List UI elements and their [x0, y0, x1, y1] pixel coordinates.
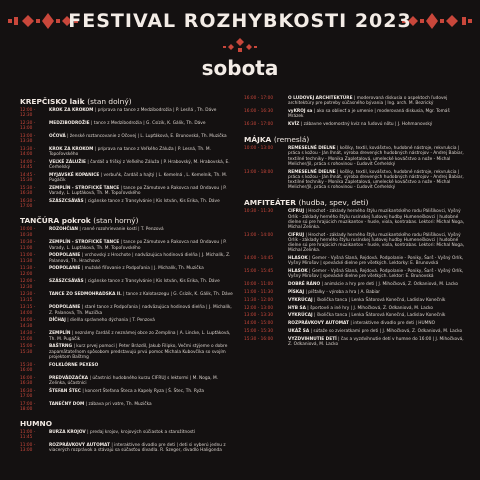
event-details: [288, 321, 466, 326]
schedule-row: [244, 290, 466, 295]
schedule-row: [244, 321, 466, 326]
event-description: | dielňa správneho dýchania | T. Penzová: [67, 318, 155, 324]
event-details: [49, 363, 233, 373]
event-name: PODPOLANIE: [49, 305, 81, 311]
event-time: 15:30 - 16:00: [244, 336, 274, 342]
event-description: | účastníci hudobného kurzu CIFRUJ s lektormi | M. Noga, M. Zelinka, účastníci: [49, 375, 219, 386]
event-details: [49, 305, 233, 315]
event-description: | športové a iné hry | J. Mihočková, Z. Odkaniová, M. Lacko: [307, 305, 434, 311]
event-time: 13:15 - 14:00: [20, 305, 36, 316]
event-description: | Hrochoť - základy herného štýlu muzikantského rodu Pálišíkovci, Vyšný Orlík - základy herného štýlu rusínskej ľudovej hudby Humeneškovci | hudobné dielne sú pre hrajúcich muzikantov - husle, viola, kontrabas. Lektori: Michal Noga, Michal Zelinka.: [288, 232, 465, 254]
event-description: | cigánske tance z Transylvánie | Kis István, Kis Erika, Th. Dáve: [84, 279, 220, 285]
event-name: ROZOHČIAN: [49, 227, 78, 233]
event-time: 16:30 - 17:00: [20, 388, 36, 399]
schedule-row: [244, 306, 466, 311]
schedule-row: [20, 199, 233, 209]
event-details: [49, 279, 233, 289]
schedule-row: [20, 305, 233, 315]
event-description: | kurz prvej pomoci | Peter Brázdil, Jakub Filipko, Večmi stýjeme o dobre zapamätateľnom spôsobom predstavujú prvú pomoc Michala Kubovčíka so svojím projektom Baštrng: [49, 344, 228, 360]
event-name: DOBRÉ RÁNO: [288, 282, 321, 288]
event-time: 10:00 - 13:00: [244, 146, 274, 152]
event-name: OČOVÁ: [49, 134, 66, 139]
event-time: 13:00 - 14:00: [244, 232, 274, 238]
event-details: [49, 199, 233, 209]
event-details: [49, 443, 233, 453]
schedule-row: [244, 146, 466, 167]
event-description: | košíky, textil, kovášstvo, hudobné nástroje, rekvrukcia | práca s kožou - Ján Ihnát, výroba drevených hudobných nástrojov - Andrej Babiar, textilné techniky - Monika Zapletalová, umelecké kováčstvo a nože - Michal Melicher/Jil, práca s rohovinou - Ľudovít Čerhelský: [288, 146, 464, 167]
event-name: SZÁSZCSÁVÁS: [49, 199, 84, 204]
section-name: TANČÚRA pokrok: [20, 216, 91, 226]
event-time: 15:00 - 15:45: [244, 269, 274, 275]
section-heading: [244, 198, 466, 207]
section-heading: [20, 419, 233, 428]
event-description: | čas a vyzdvihnutie detí v humne do 16:00 | J. Mihočková, Z. Odkaniová, M. Lacko: [288, 336, 464, 348]
schedule-row: [20, 344, 233, 360]
event-description: | príprava na tance z Medzibodrožia | P. Lesňá , Th. Dáve: [94, 108, 217, 113]
event-name: REMESELNÉ DIELNE: [288, 169, 336, 175]
folk-ornament-center-icon: [223, 38, 257, 52]
event-time: 14:00 - 15:00: [244, 321, 274, 327]
event-time: 13:00 - 18:00: [244, 169, 274, 175]
event-details: [288, 329, 466, 334]
event-description: | cigánske tance z Transylvánie | Kis István, Kis Erika, Th. Dáve: [84, 199, 220, 204]
event-details: [288, 96, 466, 106]
event-time: 14:30 - 15:00: [20, 331, 36, 342]
event-name: HÝB SA: [288, 305, 306, 311]
schedule-row: [20, 186, 233, 196]
section-name: AMFITEÁTER: [244, 198, 296, 208]
schedule-row: [244, 282, 466, 287]
section-heading: [20, 216, 233, 225]
schedule-row: [20, 279, 233, 289]
schedule-row: [244, 256, 466, 266]
event-description: | predaj krojov, krojových súčiastok a starožitností: [87, 430, 195, 436]
event-time: 14:00 - 14:30: [20, 318, 36, 329]
schedule-row: [20, 266, 233, 276]
event-description: | Gemer - Vyšná Slaná, Rejdová. Podpolanie - Poniky, Šarš - Vyšný Orlík, Vyšný Mirošov | spevácké dielne pre všetkých. Lektor: E. Brunovská: [288, 269, 464, 280]
schedule-row: [244, 269, 466, 279]
event-name: MYJAVSKÉ KOPANICE: [49, 173, 100, 178]
schedule-row: [20, 134, 233, 144]
event-name: ZEMPLÍN: [49, 331, 71, 337]
event-name: ZEMPLÍN - STROFICKÉ TANCE: [49, 186, 120, 191]
event-time: 13:00 - 13:30: [244, 313, 274, 319]
section-name: KREPČISKO laik: [20, 97, 85, 106]
event-details: [49, 344, 233, 360]
event-details: [49, 292, 233, 302]
event-description: | neznámy čardáš z neznámej obce zo Zemplína | A. Lincke, L. Lupťáková, Th. M. Pugáčik: [49, 331, 231, 342]
event-name: VÝKRÚCAJ: [288, 297, 313, 303]
event-details: [49, 173, 233, 183]
event-details: [288, 269, 466, 279]
event-time: 10:00 - 11:00: [244, 282, 274, 288]
event-name: FOLKLÓRNE PEXESO: [49, 362, 99, 368]
event-time: 12:00 - 12:30: [20, 108, 36, 119]
event-details: [49, 430, 233, 440]
schedule-row: [244, 170, 466, 191]
event-description: | tance z Kalotaszegu | G. Csízik, K. Gálik, Th. Dáve: [123, 292, 233, 298]
schedule-row: [244, 209, 466, 230]
event-time: 11:30 - 12:00: [244, 297, 274, 303]
schedule-row: [244, 96, 466, 106]
event-time: 15:00 - 15:30: [244, 329, 274, 335]
event-description: | vrchovský z Hrochote | nadväzujúca hodinová dielňa | J. Michalík, Z. Palanová, Th. Hrachovo: [49, 253, 231, 264]
event-name: BURZA KROJOV: [49, 430, 86, 436]
event-description: | animácie a hry pre deti | J. Mihočková, Z. Odkaniová, M. Lacko: [321, 282, 459, 288]
day-title: sobota: [201, 56, 279, 80]
event-time: 12:00 - 12:30: [20, 279, 36, 290]
section-name: HUMNO: [20, 419, 53, 429]
event-description: | ako sa obliecť a je umenie | moderovaná diskusia, Mgr. Tomáš Mrázek: [288, 109, 450, 120]
event-details: [49, 402, 233, 412]
event-details: [288, 256, 466, 266]
poster-header: [0, 0, 480, 98]
event-name: MEDZIBODROŽIE: [49, 121, 90, 126]
schedule-row: [244, 298, 466, 303]
event-details: [49, 331, 233, 341]
event-details: [288, 146, 466, 167]
event-details: [49, 253, 233, 263]
schedule-row: [20, 121, 233, 131]
event-name: KROK ZA KROKOM: [49, 147, 94, 152]
event-time: 16:00 - 16:30: [20, 375, 36, 386]
event-time: 13:00 - 13:30: [20, 134, 36, 145]
section-subtitle: (remeslá): [273, 135, 310, 145]
event-time: 14:45 - 15:30: [20, 173, 36, 184]
schedule-row: [20, 430, 233, 440]
event-time: 11:00 - 13:00: [20, 443, 36, 454]
schedule-row: [244, 313, 466, 318]
event-time: 10:30 - 11:30: [244, 209, 274, 215]
event-details: [49, 389, 233, 399]
event-details: [288, 170, 466, 191]
event-time: 15:00 - 15:30: [20, 344, 36, 355]
event-time: 16:00 - 17:00: [244, 96, 274, 101]
event-name: VYZDVIHNUTIE DETÍ: [288, 336, 337, 342]
event-time: 11:30 - 12:00: [20, 266, 36, 277]
event-description: | školička tanca | Lenka Šátorová Konečná, Ladislav Konečník: [314, 297, 446, 303]
event-name: VÝKRÚCAJ: [288, 313, 313, 319]
event-time: 13:30 - 14:00: [20, 147, 36, 158]
event-name: CIFRUJ: [288, 232, 305, 238]
section-subtitle: (stan horný): [93, 216, 139, 226]
event-details: [288, 209, 466, 230]
event-details: [49, 160, 233, 170]
event-time: 12:30 - 13:00: [20, 121, 36, 132]
event-description: | staré tance z Podpoľania | nadväzujúca hodinová dielňa | J. Michalík, Z. Palanová, Th. Muzička: [49, 305, 232, 316]
event-name: UKÁŽ SA: [288, 329, 310, 335]
schedule-row: [20, 147, 233, 157]
event-name: TANEČNÝ DOM: [49, 401, 85, 407]
event-description: | píšťalky - výroba a hra | A. Babiar: [305, 290, 381, 296]
left-column: [20, 97, 233, 456]
event-details: [288, 282, 466, 287]
schedule-row: [20, 292, 233, 302]
event-name: REMESELNÉ DIELNE: [288, 146, 336, 152]
event-name: KROK ZA KROKOM: [49, 108, 94, 113]
event-name: CIFRUJ: [288, 209, 305, 215]
event-name: TANCE ZO SEDMOHRADSKA II.: [49, 292, 122, 298]
event-description: | tance z Medzibodrožia | G. Csízik, K. Gálik, Th. Dáve: [90, 121, 206, 126]
section-heading: [244, 135, 466, 144]
event-details: [288, 109, 466, 119]
schedule-row: [20, 160, 233, 170]
schedule-row: [20, 253, 233, 263]
event-details: [49, 134, 233, 144]
schedule-row: [20, 402, 233, 412]
page-title: FESTIVAL ROZHYBKOSTI 2023: [68, 10, 412, 32]
event-description: | verbuňk, čardáš a hajtý | L. Kemelná , L. Kemelník, Th. M. Pugáčik: [49, 173, 228, 184]
schedule-row: [20, 443, 233, 453]
schedule-row: [20, 108, 233, 118]
event-name: BAŠTRNG: [49, 344, 73, 350]
schedule-row: [244, 109, 466, 119]
event-description: | mužské fiľovanie z Podpoľania | J. Michalík, Th. Muzička: [81, 266, 204, 272]
schedule-row: [20, 389, 233, 399]
right-column: [244, 96, 466, 350]
event-time: 16:30 - 17:00: [244, 122, 274, 127]
event-name: O LUDOVEJ ARCHITEKTÚRE: [288, 96, 353, 101]
event-details: [49, 266, 233, 276]
event-name: ŠTEFAN ŠTEC: [49, 388, 81, 394]
event-name: vyKROJ sa: [288, 109, 313, 114]
event-details: [49, 227, 233, 237]
event-time: 17:00 - 18:00: [20, 401, 36, 412]
event-time: 12:00 - 13:00: [244, 305, 274, 311]
schedule-row: [244, 122, 466, 127]
event-name: VEĽKÉ ZÁLUŽIE: [49, 160, 86, 165]
schedule-row: [20, 227, 233, 237]
event-description: | príprava na tance z Veľkého Záluža | P. Lesná, Th. M. Topoľovského: [49, 147, 211, 158]
schedule-row: [244, 329, 466, 334]
event-time: 10:00 - 10:30: [20, 227, 36, 238]
event-details: [288, 298, 466, 303]
event-description: | súťaže so zvieratkami pre deti | J. Mihočková, Z. Odkaniová, M. Lacko: [310, 329, 463, 335]
event-time: 11:00 - 11:30: [20, 253, 36, 264]
event-name: ZEMPLÍN - STROFICKÉ TANCE: [49, 240, 120, 246]
event-time: 10:30 - 11:00: [20, 240, 36, 251]
event-description: | moderovaná diskusia o aspektoch ľudovej architektúry pre potreby súčasného bývania | Ing. arch. M. Bezrický: [288, 96, 448, 107]
event-details: [288, 337, 466, 347]
event-time: 16:30 - 17:00: [20, 199, 36, 210]
event-details: [49, 376, 233, 386]
schedule-row: [244, 233, 466, 254]
section-subtitle: (hudba, spev, deti): [298, 198, 369, 208]
event-name: PODPOLANIE: [49, 253, 81, 259]
event-description: | Gemer - Vyšná Slaná, Rejdová. Podpolanie - Poniky, Šarš - Vyšný Orlík, Vyšný Mirošov | spevácké dielne pre všetkých. Lektorky: E. Brunovská: [288, 256, 464, 267]
event-details: [49, 108, 233, 118]
event-details: [49, 121, 233, 131]
event-name: ROZPRÁVKOVÝ AUTOMAT: [288, 321, 349, 327]
event-name: PÍSKAJ: [288, 290, 305, 296]
event-details: [288, 306, 466, 311]
schedule-row: [20, 173, 233, 183]
event-time: 12:30 - 13:15: [20, 292, 36, 303]
event-time: 16:00 - 16:30: [244, 109, 274, 114]
event-description: | interaktívne divadlo pre deti | HUMNO: [350, 321, 435, 327]
event-description: | tance po Zámutove a Rakovca nad Ondavou | P. Varady, L. Lupťáková, Th. M. Topoľovského: [49, 186, 227, 197]
event-details: [288, 233, 466, 254]
event-description: | košíky, textil, kovášstvo, hudobné nástroje, rekvrukcia | práca s kožou - Ján Ihnát, výroba drevených hudobných nástrojov - Andrej Babiar, textilné techniky - Monika Zapletalová, umelecké kováčstvo a nože - Michal Melicher/Jil, práca s rohovinou - Ľudovít Čerhelský: [288, 169, 464, 191]
section-name: MÁJKA: [244, 135, 272, 145]
event-details: [288, 290, 466, 295]
event-name: KVÍZ: [288, 122, 300, 127]
event-description: | čardáš a frišký z Veľkého Záluža | P. Hrabovský, M. Hrabovská, E. Čerhelský: [49, 160, 230, 171]
event-description: | ranné rozohrievanie kostí | T. Penzová: [79, 227, 164, 233]
schedule-row: [20, 331, 233, 341]
event-time: 11:00 - 11:30: [244, 290, 274, 296]
event-name: HLASOK: [288, 269, 308, 275]
event-description: | zábava pri vatre, Th. Muzička: [85, 401, 152, 407]
event-description: | tance po Zámutove a Rakovca nad Ondavou | P. Varady, L. Lupťáková, Th. M. Topoľovského: [49, 240, 227, 251]
event-time: 15:30 - 16:00: [20, 362, 36, 373]
event-name: HLASOK: [288, 256, 308, 262]
event-details: [49, 186, 233, 196]
event-name: SZÁSZCSÁVÁS: [49, 279, 84, 285]
event-details: [288, 313, 466, 318]
schedule-row: [244, 337, 466, 347]
event-description: | Hrochoť - základy herného štýlu muzikantského rodu Pálišíkovci, Vyšný Orlík - základy herného štýlu rusínskej ľudovej hudby Humeneškovci | hudobné dielne sú pre hrajúcich muzikantov - husle, viola, kontrabas. Lektori: Michal Noga, Michal Zelinka.: [288, 209, 465, 231]
schedule-row: [20, 318, 233, 328]
event-name: ROZPRÁVKOVÝ AUTOMAT: [49, 443, 110, 449]
schedule-row: [20, 240, 233, 250]
event-description: | interaktívne divadlo pre deti | deti si vyberú jednu z viacerých rozprávok a stávajú sa súčasťou divadla. R. Szeger, divadlo Haligonda: [49, 443, 226, 454]
event-description: | školička tanca | Lenka Šátorová Konečná, Ladislav Konečník: [314, 313, 446, 319]
event-time: 11:00 - 11:45: [20, 430, 36, 441]
section-heading: [20, 97, 233, 106]
event-details: [49, 240, 233, 250]
event-name: PREDVÁDZAČKA: [49, 375, 89, 381]
section-subtitle: (stan dolný): [87, 97, 132, 106]
event-description: | ženské roztancovanie z Očovej | L. Lupťáková, E. Brunovská, Th. Muzička: [67, 134, 227, 139]
event-details: [49, 318, 233, 328]
event-time: 14:00 - 14:45: [244, 256, 274, 262]
event-time: 15:30 - 16:30: [20, 186, 36, 197]
event-description: | zábavne vedomostný kvíz na ľudovú nôtu | J. Hohmanovský: [300, 122, 433, 127]
event-details: [288, 122, 466, 127]
event-details: [49, 147, 233, 157]
schedule-row: [20, 363, 233, 373]
event-description: | koncert Štefana Šteca a Kapely Ryza | Š. Štec, Th. Ryža: [82, 388, 205, 394]
event-name: DÍČHAJ: [49, 318, 66, 324]
event-name: PODPOLANIE: [49, 266, 81, 272]
event-time: 14:00 - 14:45: [20, 160, 36, 171]
schedule-row: [20, 376, 233, 386]
